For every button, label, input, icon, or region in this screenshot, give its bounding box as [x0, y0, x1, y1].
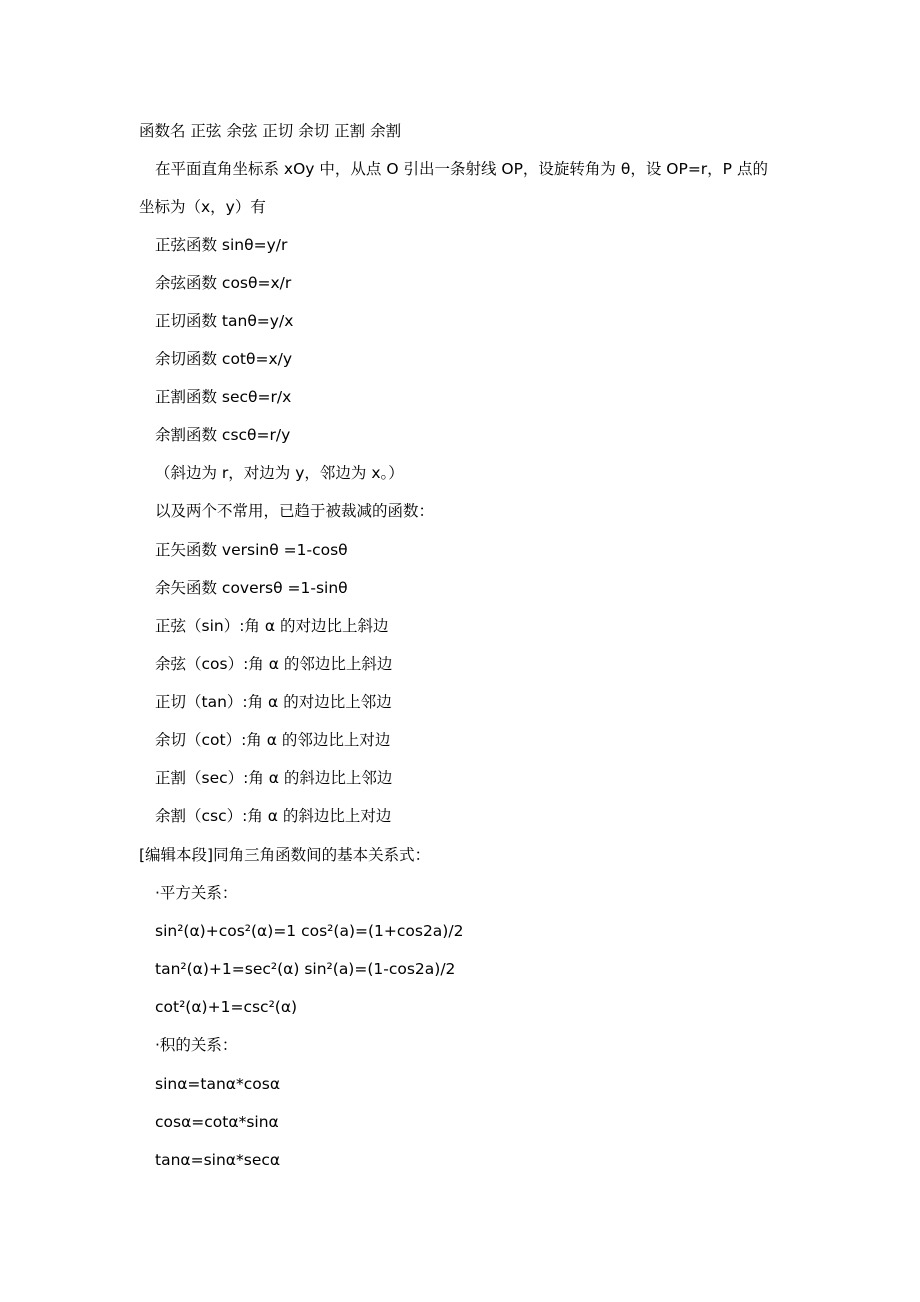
side-note: （斜边为 r，对边为 y，邻边为 x。）: [155, 464, 404, 482]
cosine-definition: 余弦函数 cosθ=x/r: [155, 274, 292, 292]
cos-ratio-description: 余弦（cos）:角 α 的邻边比上斜边: [155, 655, 393, 673]
intro-paragraph-line-2: 坐标为（x，y）有: [139, 198, 266, 216]
square-relation-2: tan²(α)+1=sec²(α) sin²(a)=(1-cos2a)/2: [155, 960, 456, 978]
square-relation-3: cot²(α)+1=csc²(α): [155, 998, 298, 1016]
product-relation-1: sinα=tanα*cosα: [155, 1075, 281, 1093]
csc-ratio-description: 余割（csc）:角 α 的斜边比上对边: [155, 807, 392, 825]
square-relations-heading: ·平方关系：: [155, 884, 238, 902]
tan-ratio-description: 正切（tan）:角 α 的对边比上邻边: [155, 693, 392, 711]
square-relation-1: sin²(α)+cos²(α)=1 cos²(a)=(1+cos2a)/2: [155, 922, 464, 940]
function-names-line: 函数名 正弦 余弦 正切 余切 正割 余割: [139, 122, 402, 140]
versine-definition: 正矢函数 versinθ =1-cosθ: [155, 541, 348, 559]
product-relation-2: cosα=cotα*sinα: [155, 1113, 279, 1131]
secant-definition: 正割函数 secθ=r/x: [155, 388, 292, 406]
cotangent-definition: 余切函数 cotθ=x/y: [155, 350, 293, 368]
sin-ratio-description: 正弦（sin）:角 α 的对边比上斜边: [155, 617, 389, 635]
intro-paragraph-line-1: 在平面直角坐标系 xOy 中，从点 O 引出一条射线 OP，设旋转角为 θ，设 OP=r，P 点的: [155, 160, 768, 178]
sine-definition: 正弦函数 sinθ=y/r: [155, 236, 288, 254]
product-relations-heading: ·积的关系：: [155, 1036, 238, 1054]
coversine-definition: 余矢函数 coversθ =1-sinθ: [155, 579, 348, 597]
cot-ratio-description: 余切（cot）:角 α 的邻边比上对边: [155, 731, 391, 749]
sec-ratio-description: 正割（sec）:角 α 的斜边比上邻边: [155, 769, 393, 787]
tangent-definition: 正切函数 tanθ=y/x: [155, 312, 294, 330]
section-heading: [编辑本段]同角三角函数间的基本关系式：: [139, 846, 431, 864]
uncommon-functions-intro: 以及两个不常用，已趋于被裁减的函数：: [155, 502, 435, 520]
cosecant-definition: 余割函数 cscθ=r/y: [155, 426, 291, 444]
product-relation-3: tanα=sinα*secα: [155, 1151, 281, 1169]
